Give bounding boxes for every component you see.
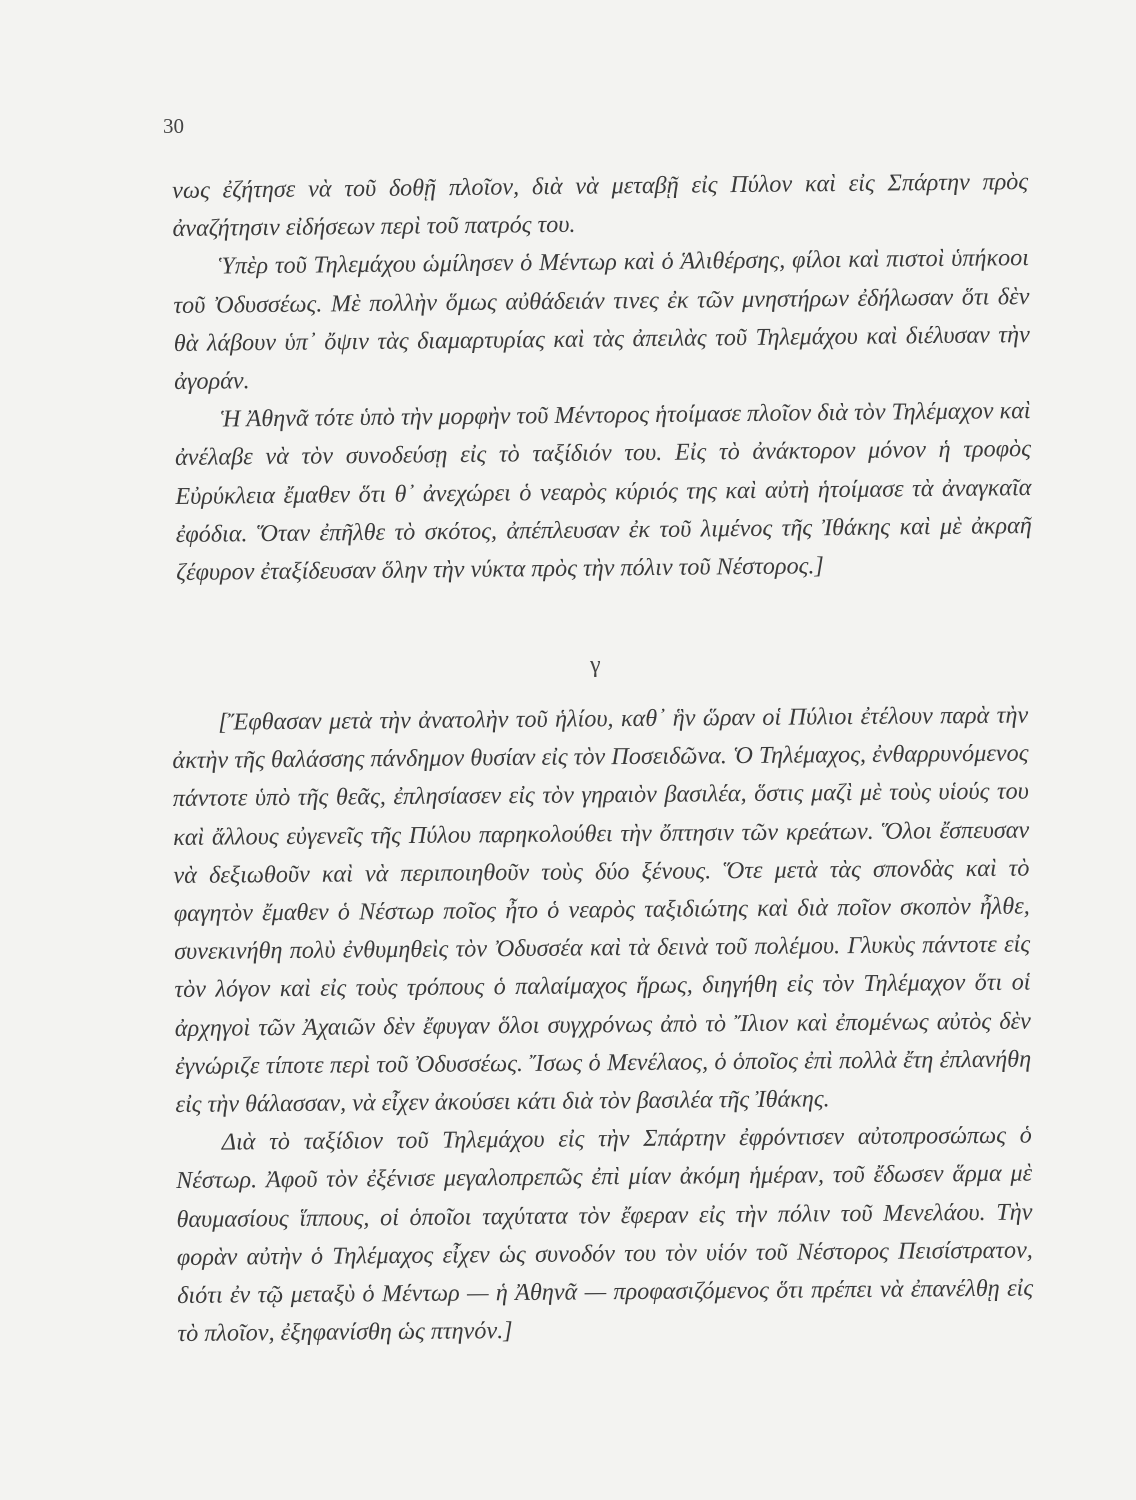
text-block-2 xyxy=(172,697,1034,1354)
section-mark: γ xyxy=(590,652,601,678)
paragraph: [Ἔφθασαν μετὰ τὴν ἀνατολὴν τοῦ ἡλίου, καθ᾽ ἣν ὥραν οἱ Πύλιοι ἐτέλουν παρὰ τὴν ἀκτὴν τῆς θαλάσσης πάνδημον θυσίαν εἰς τὸν Ποσειδῶνα. Ὁ Τηλέμαχος, ἐνθαρρυνόμενος πάντοτε ὑπὸ τῆς θεᾶς, ἐπλησίασεν εἰς τὸν γηραιὸν βασιλέα, ὅστις μαζὶ μὲ τοὺς υἱούς του καὶ ἄλλους εὐγενεῖς τῆς Πύλου παρηκολούθει τὴν ὄπτησιν τῶν κρεάτων. Ὅλοι ἔσπευσαν νὰ δεξιωθοῦν καὶ νὰ περιποιηθοῦν τοὺς δύο ξένους. Ὅτε μετὰ τὰς σπονδὰς καὶ τὸ φαγητὸν ἔμαθεν ὁ Νέστωρ ποῖος ἦτο ὁ νεαρὸς ταξιδιώτης καὶ διὰ ποῖον σκοπὸν ἦλθε, συνεκινήθη πολὺ ἐνθυμηθεὶς τὸν Ὀδυσσέα καὶ τὰ δεινὰ τοῦ πολέμου. Γλυκὺς πάντοτε εἰς τὸν λόγον καὶ εἰς τοὺς τρόπους ὁ παλαίμαχος ἥρως, διηγήθη εἰς τὸν Τηλέμαχον ὅτι οἱ ἀρχηγοὶ τῶν Ἀχαιῶν δὲν ἔφυγαν ὅλοι συγχρόνως ἀπὸ τὸ Ἴλιον καὶ ἐπομένως αὐτὸς δὲν ἐγνώριζε τίποτε περὶ τοῦ Ὀδυσσέως. Ἴσως ὁ Μενέλαος, ὁ ὁποῖος ἐπὶ πολλὰ ἔτη ἐπλανήθη εἰς τὴν θάλασσαν, νὰ εἶχεν ἀκούσει κάτι διὰ τὸν βασιλέα τῆς Ἰθάκης. xyxy=(172,701,1032,1119)
text-block-1 xyxy=(172,163,1032,592)
paragraph: Διὰ τὸ ταξίδιον τοῦ Τηλεμάχου εἰς τὴν Σπάρτην ἐφρόντισεν αὐτοπροσώπως ὁ Νέστωρ. Ἀφοῦ τὸν ἐξένισε μεγαλοπρεπῶς ἐπὶ μίαν ἀκόμη ἡμέραν, τοῦ ἔδωσεν ἅρμα μὲ θαυμασίους ἵππους, οἱ ὁποῖοι ταχύτατα τὸν ἔφεραν εἰς τὴν πόλιν τοῦ Μενελάου. Τὴν φορὰν αὐτὴν ὁ Τηλέμαχος εἶχεν ὡς συνοδόν του τὸν υἱόν τοῦ Νέστορος Πεισίστρατον, διότι ἐν τῷ μεταξὺ ὁ Μέντωρ — ἡ Ἀθηνᾶ — προφασιζόμενος ὅτι πρέπει νὰ ἐπανέλθῃ εἰς τὸ πλοῖον, ἐξηφανίσθη ὡς πτηνόν.] xyxy=(176,1121,1034,1348)
paragraph: νως ἐζήτησε νὰ τοῦ δοθῇ πλοῖον, διὰ νὰ μεταβῇ εἰς Πύλον καὶ εἰς Σπάρτην πρὸς ἀναζήτησιν εἰδήσεων περὶ τοῦ πατρός του. xyxy=(172,168,1029,243)
page-number: 30 xyxy=(163,114,184,138)
paragraph: Ἡ Ἀθηνᾶ τότε ὑπὸ τὴν μορφὴν τοῦ Μέντορος ἡτοίμασε πλοῖον διὰ τὸν Τηλέμαχον καὶ ἀνέλαβε νὰ τὸν συνοδεύσῃ εἰς τὸ ταξίδιόν του. Εἰς τὸ ἀνάκτορον μόνον ἡ τροφὸς Εὐρύκλεια ἔμαθεν ὅτι θ᾽ ἀνεχώρει ὁ νεαρὸς κύριός της καὶ αὐτὴ ἡτοίμασε τὰ ἀναγκαῖα ἐφόδια. Ὅταν ἐπῆλθε τὸ σκότος, ἀπέπλευσαν ἐκ τοῦ λιμένος τῆς Ἰθάκης καὶ μὲ ἀκραῆ ζέφυρον ἐταξίδευσαν ὅλην τὴν νύκτα πρὸς τὴν πόλιν τοῦ Νέστορος.] xyxy=(174,397,1032,587)
paragraph: Ὑπὲρ τοῦ Τηλεμάχου ὡμίλησεν ὁ Μέντωρ καὶ ὁ Ἁλιθέρσης, φίλοι καὶ πιστοὶ ὑπήκοοι τοῦ Ὀδυσσέως. Μὲ πολλὴν ὅμως αὐθάδειάν τινες ἐκ τῶν μνηστήρων ἐδήλωσαν ὅτι δὲν θὰ λάβουν ὑπ᾽ ὄψιν τὰς διαμαρτυρίας καὶ τὰς ἀπειλὰς τοῦ Τηλεμάχου καὶ διέλυσαν τὴν ἀγοράν. xyxy=(173,244,1030,396)
